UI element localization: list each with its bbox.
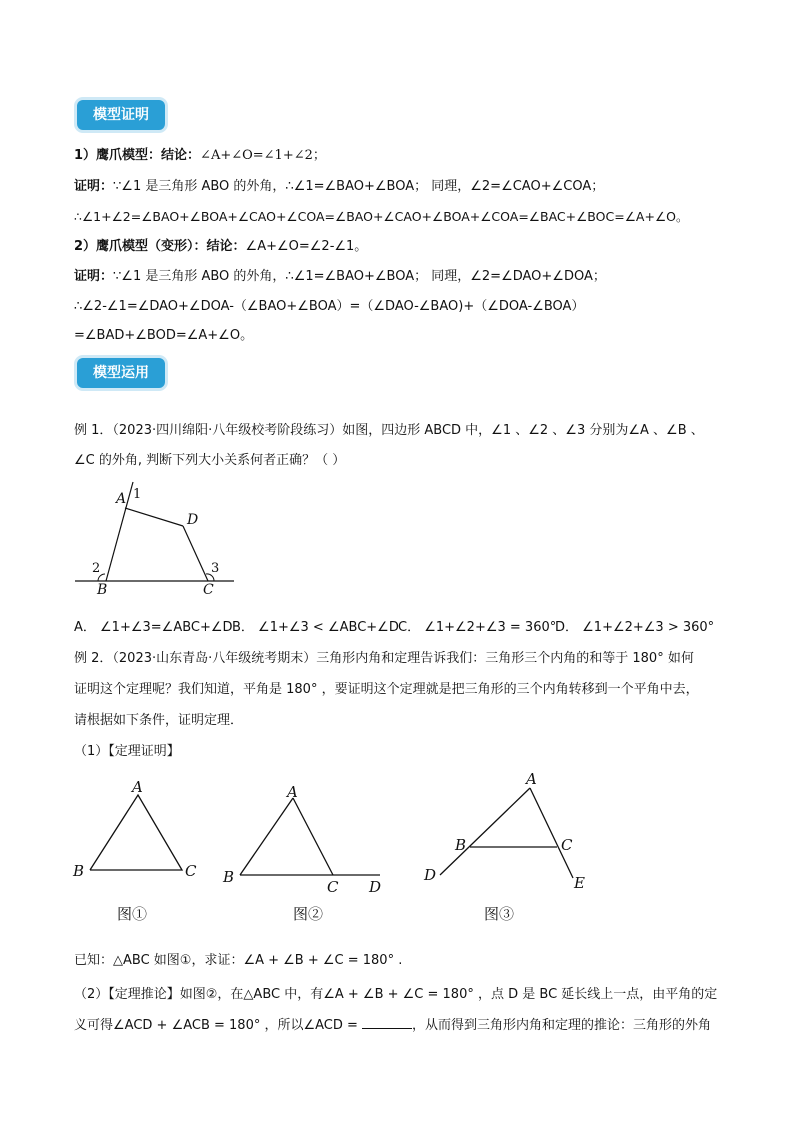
ex1-label-B: B bbox=[97, 582, 108, 598]
fig2-label-B: B bbox=[223, 868, 235, 886]
fig1-label-C: C bbox=[185, 862, 197, 880]
ex1-option-C: C． ∠1+∠2+∠3 = 360° bbox=[398, 620, 557, 635]
section-badge-model-proof: 模型证明 bbox=[77, 100, 165, 130]
ex2-line-2: 证明这个定理呢？我们知道，平角是 180° ，要证明这个定理就是把三角形的三个内角转移到一个平角中去， bbox=[74, 682, 699, 697]
proof-line-7: =∠BAD+∠BOD=∠A+∠O。 bbox=[74, 328, 254, 343]
ex1-label-C: C bbox=[203, 582, 214, 598]
fig1-caption: 图① bbox=[117, 905, 148, 923]
proof-line-4 bbox=[74, 238, 367, 256]
proof-l1-body: ∠A+∠O=∠1+∠2； bbox=[200, 148, 326, 163]
ex1-line-1: 例 1．（2023·四川绵阳·八年级校考阶段练习）如图，四边形 ABCD 中，∠1 、∠2 、∠3 分别为∠A 、∠B 、 bbox=[74, 423, 704, 438]
proof-l4-head: 2）鹰爪模型（变形）：结论： bbox=[74, 239, 246, 254]
fig3-label-E: E bbox=[574, 874, 585, 892]
fig2-label-A: A bbox=[287, 783, 298, 801]
proof-l5-head: 证明： bbox=[74, 269, 114, 284]
ex1-label-2: 2 bbox=[92, 561, 101, 576]
fig1-label-B: B bbox=[73, 862, 85, 880]
ex2-part2-line-2 bbox=[74, 1016, 711, 1035]
ex1-option-B: B． ∠1+∠3 < ∠ABC+∠D bbox=[232, 620, 399, 635]
proof-line-3: ∴∠1+∠2=∠BAO+∠BOA+∠CAO+∠COA=∠BAO+∠CAO+∠BOA+∠COA=∠BAC+∠BOC=∠A+∠O。 bbox=[74, 209, 689, 224]
fig3-caption: 图③ bbox=[484, 905, 515, 923]
ex1-label-3: 3 bbox=[211, 561, 220, 576]
proof-l5-body: ∵∠1 是三角形 ABO 的外角，∴∠1=∠BAO+∠BOA； 同理，∠2=∠DAO+∠DOA； bbox=[113, 269, 606, 284]
proof-line-6: ∴∠2-∠1=∠DAO+∠DOA-（∠BAO+∠BOA）=（∠DAO-∠BAO)+（∠DOA-∠BOA） bbox=[74, 299, 585, 314]
ex2-part1-heading: （1）【定理证明】 bbox=[74, 744, 180, 759]
ex1-label-A: A bbox=[116, 491, 127, 507]
proof-l1-head: 1）鹰爪模型：结论： bbox=[74, 148, 201, 163]
ex2-part2-line-1: （2）【定理推论】如图②，在△ABC 中，有∠A + ∠B + ∠C = 180° ，点 D 是 BC 延长线上一点，由平角的定 bbox=[74, 987, 718, 1002]
fig2-label-D: D bbox=[369, 878, 382, 896]
ex2-figure-1-triangle bbox=[80, 790, 200, 880]
ex2-line-1: 例 2．（2023·山东青岛·八年级统考期末）三角形内角和定理告诉我们：三角形三个内角的和等于 180° 如何 bbox=[74, 651, 694, 666]
ex2-line-3: 请根据如下条件，证明定理． bbox=[74, 713, 244, 728]
fig2-caption: 图② bbox=[293, 905, 324, 923]
fig3-label-A: A bbox=[526, 770, 537, 788]
ex2-part2-l2a: 义可得∠ACD + ∠ACB = 180° ，所以∠ACD = bbox=[74, 1018, 363, 1033]
ex2-given: 已知：△ABC 如图①，求证：∠A + ∠B + ∠C = 180° . bbox=[74, 953, 403, 968]
ex1-label-D: D bbox=[187, 512, 199, 528]
ex1-label-1: 1 bbox=[133, 487, 142, 502]
fig3-label-B: B bbox=[455, 836, 467, 854]
fig2-label-C: C bbox=[327, 878, 339, 896]
proof-l2-head: 证明： bbox=[74, 179, 114, 194]
proof-line-1 bbox=[74, 147, 326, 165]
ex1-option-D: D． ∠1+∠2+∠3 > 360° bbox=[555, 620, 715, 635]
fig3-label-C: C bbox=[561, 836, 573, 854]
proof-line-2 bbox=[74, 178, 604, 196]
proof-l4-body: ∠A+∠O=∠2-∠1。 bbox=[245, 239, 368, 254]
answer-blank[interactable] bbox=[362, 1016, 412, 1029]
ex2-figure-3-diagram bbox=[430, 780, 590, 890]
proof-l2-body: ∵∠1 是三角形 ABO 的外角，∴∠1=∠BAO+∠BOA； 同理，∠2=∠CAO+∠COA； bbox=[113, 179, 605, 194]
ex2-part2-l2b: ，从而得到三角形内角和定理的推论：三角形的外角 bbox=[412, 1018, 712, 1033]
ex2-figure-2-triangle bbox=[235, 790, 385, 882]
fig3-label-D: D bbox=[424, 866, 437, 884]
ex1-line-2: ∠C 的外角, 判断下列大小关系何者正确？（ ） bbox=[74, 453, 346, 468]
ex1-quadrilateral-figure bbox=[70, 478, 240, 600]
proof-line-5 bbox=[74, 268, 606, 286]
fig1-label-A: A bbox=[132, 778, 143, 796]
ex1-option-A: A． ∠1+∠3=∠ABC+∠D bbox=[74, 620, 233, 635]
section-badge-model-usage: 模型运用 bbox=[77, 358, 165, 388]
